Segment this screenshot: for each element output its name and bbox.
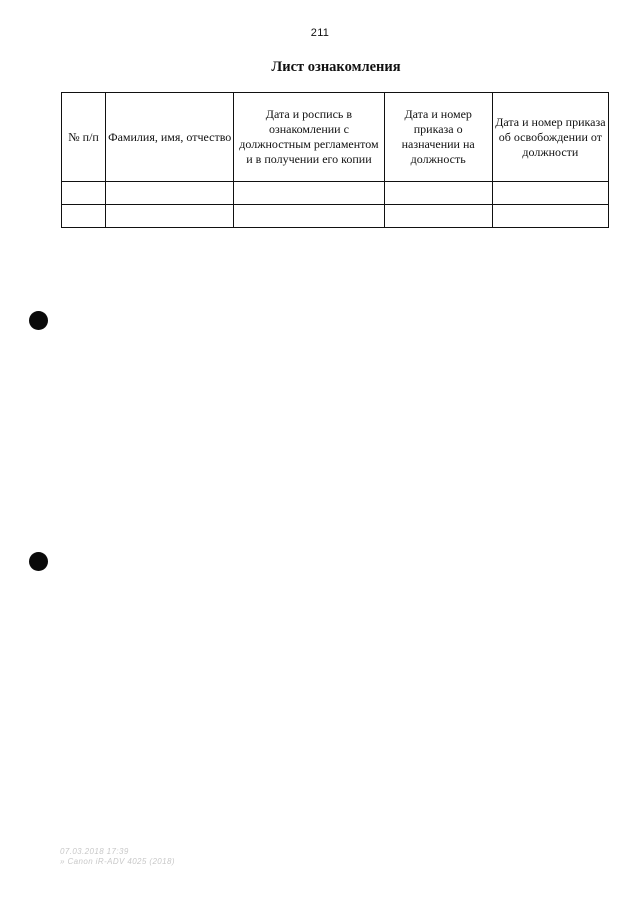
punch-hole-top: [29, 311, 48, 330]
header-row-number: № п/п: [62, 93, 106, 182]
table-cell: [62, 182, 106, 205]
header-appointment-order: Дата и номер приказа о назначении на должность: [384, 93, 492, 182]
table-cell: [234, 205, 384, 228]
acknowledgement-table: [61, 92, 609, 228]
header-signature-date: Дата и роспись в ознакомлении с должностным регламентом и в получении его копии: [234, 93, 384, 182]
scan-stamp-line-1: 07.03.2018 17:39: [60, 847, 129, 856]
table-cell: [384, 182, 492, 205]
header-full-name: Фамилия, имя, отчество: [106, 93, 234, 182]
table-row: [62, 182, 609, 205]
punch-hole-bottom: [29, 552, 48, 571]
scan-stamp-line-2: » Canon iR-ADV 4025 (2018): [60, 857, 175, 866]
header-dismissal-order: Дата и номер приказа об освобождении от должности: [492, 93, 608, 182]
table-cell: [492, 205, 608, 228]
table-cell: [384, 205, 492, 228]
table-cell: [106, 205, 234, 228]
table-cell: [492, 182, 608, 205]
table-cell: [106, 182, 234, 205]
page-number: 211: [310, 27, 330, 39]
table-header-row: [62, 93, 609, 182]
table-row: [62, 205, 609, 228]
document-title: Лист ознакомления: [271, 59, 401, 75]
table-cell: [234, 182, 384, 205]
table-cell: [62, 205, 106, 228]
